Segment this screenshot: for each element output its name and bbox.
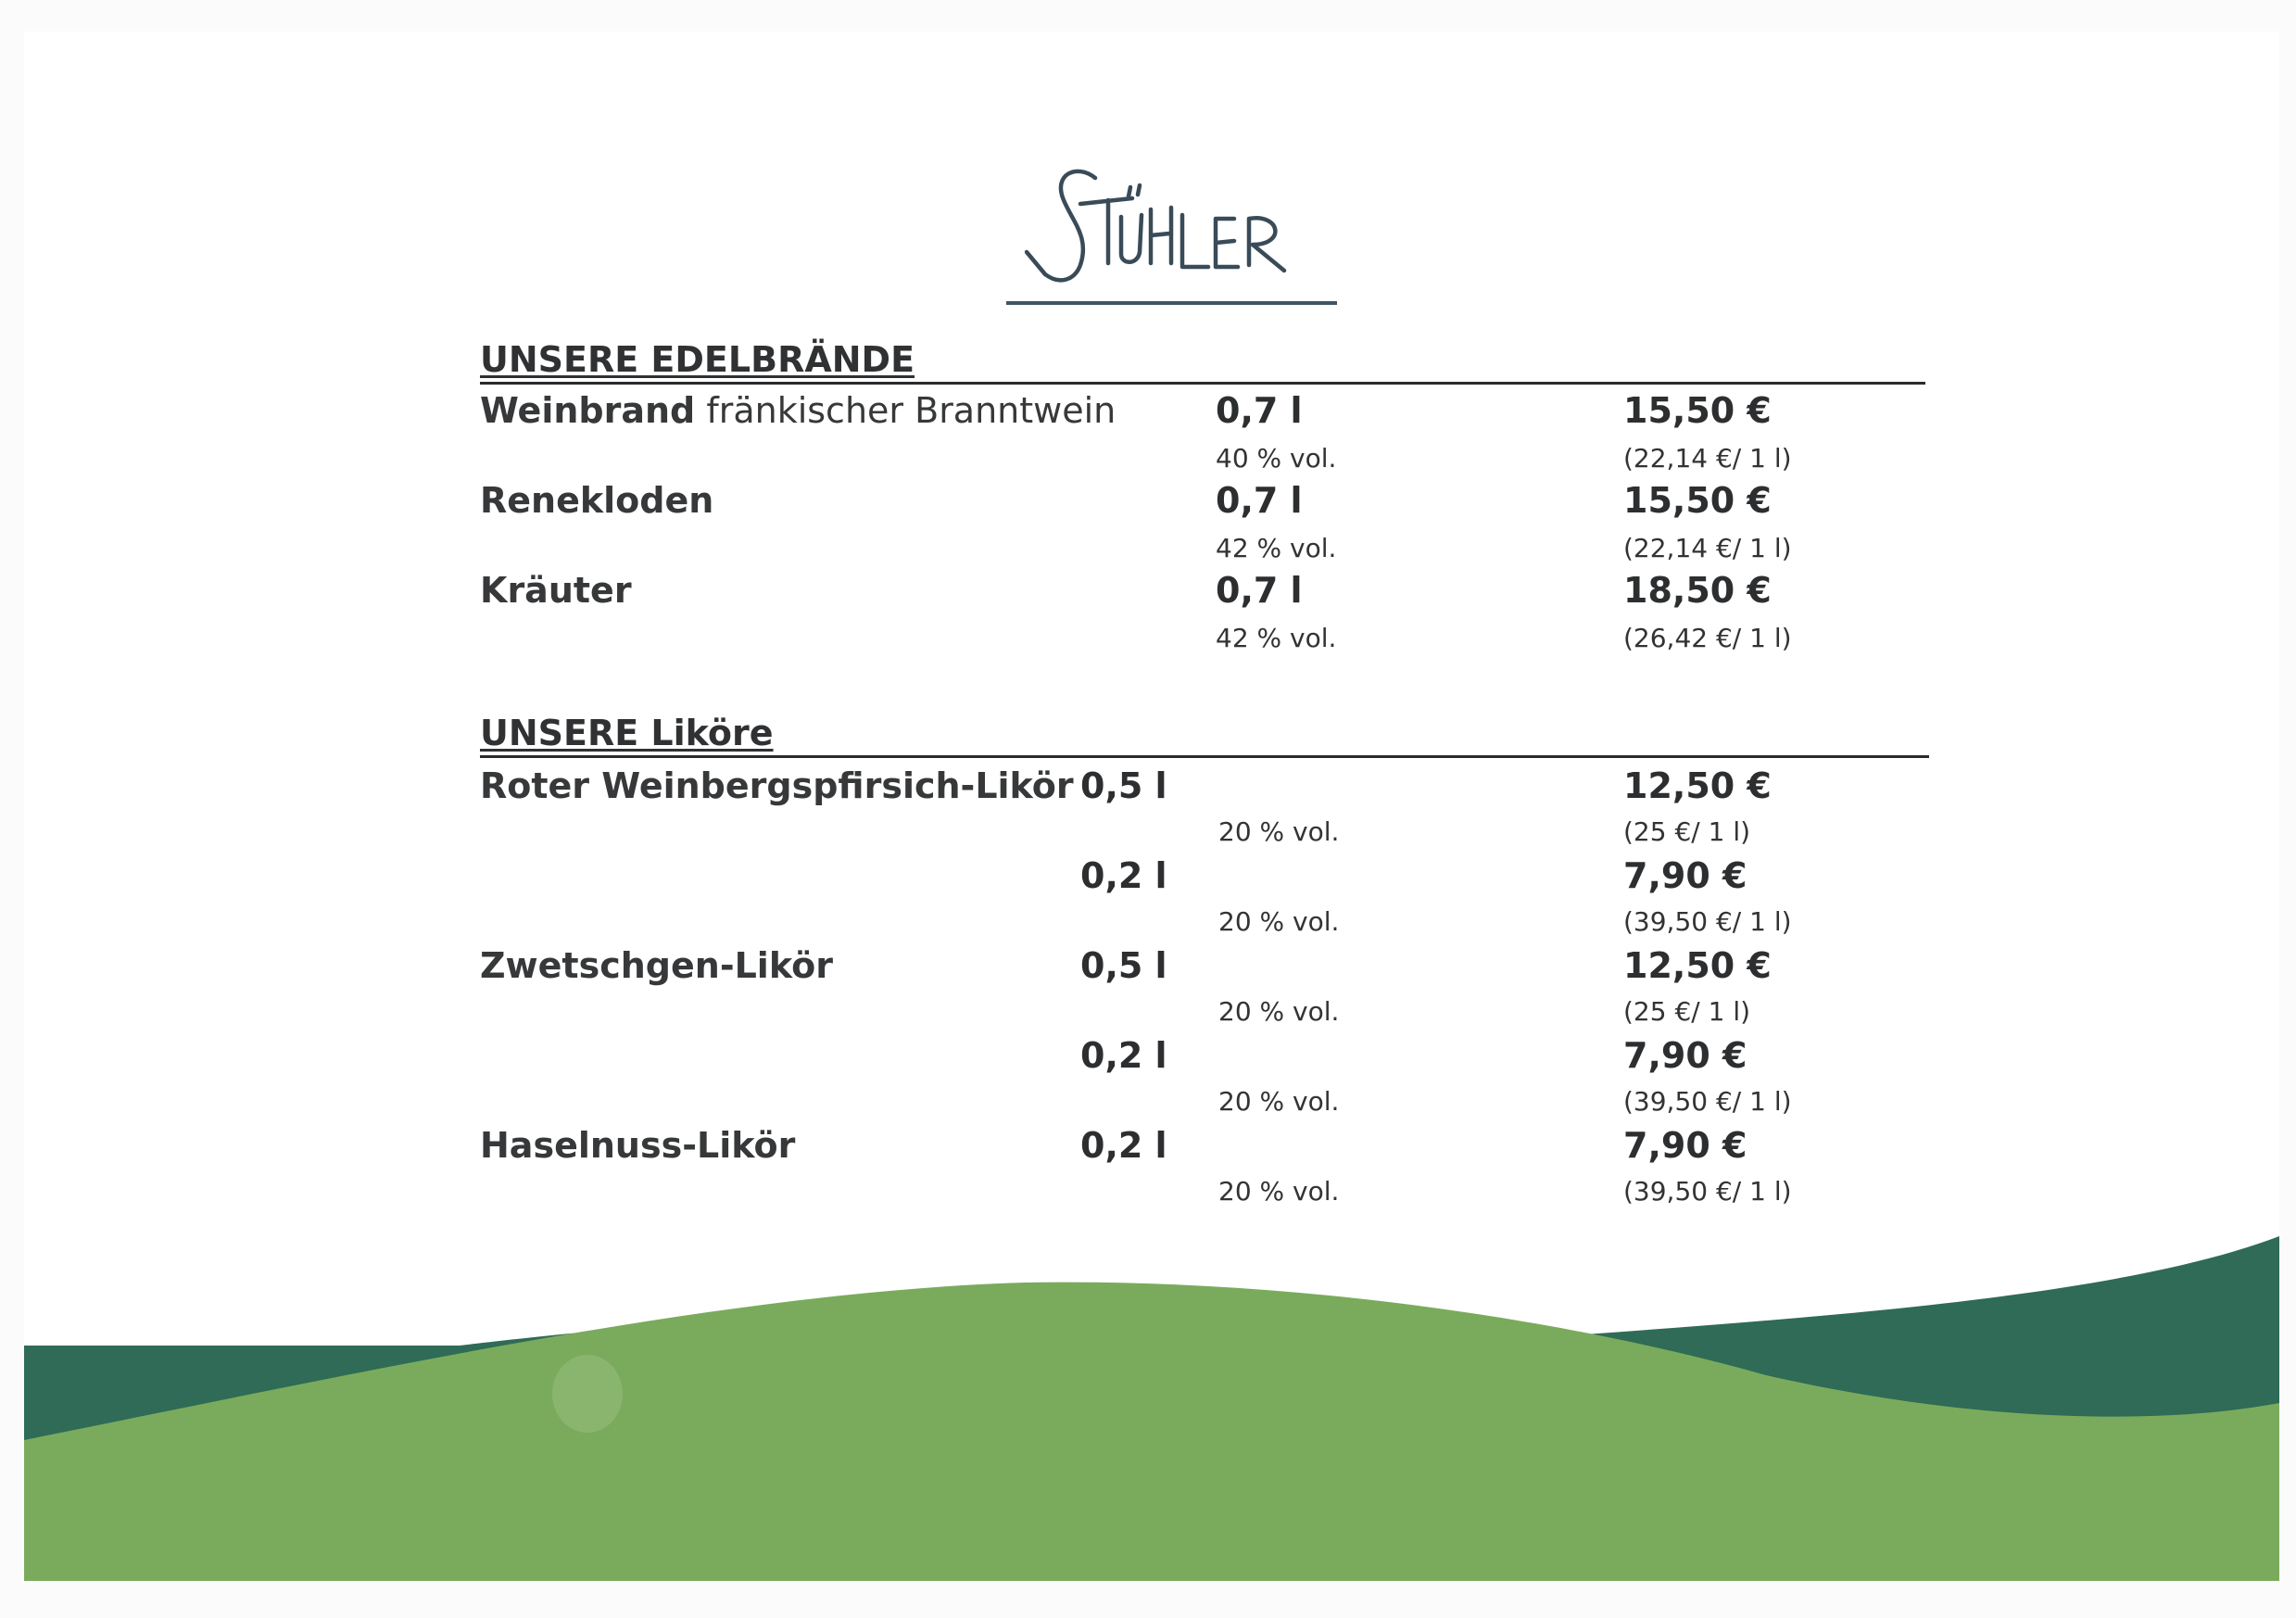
product-price: 15,50 € [1623, 480, 1772, 521]
product-name-bold: Weinbrand [480, 390, 696, 431]
section-divider [480, 382, 1925, 385]
product-name: Renekloden [480, 480, 714, 521]
logo-underline [1006, 301, 1337, 305]
product-unit-price: (39,50 €/ 1 l) [1623, 1176, 1792, 1207]
product-volume: 0,5 l [1080, 945, 1167, 986]
product-abv: 20 % vol. [1218, 816, 1340, 847]
product-abv: 20 % vol. [1218, 996, 1340, 1027]
product-name: Zwetschgen-Likör [480, 945, 833, 986]
section-title-likoere: UNSERE Liköre [480, 713, 774, 753]
product-name: Roter Weinbergspfirsich-Likör [480, 765, 1074, 806]
product-volume: 0,7 l [1216, 480, 1303, 521]
product-name-description: fränkischer Branntwein [695, 390, 1116, 431]
product-price: 7,90 € [1623, 1125, 1747, 1166]
product-price: 7,90 € [1623, 855, 1747, 896]
product-price: 18,50 € [1623, 570, 1772, 611]
product-abv: 42 % vol. [1216, 623, 1337, 653]
product-abv: 42 % vol. [1216, 533, 1337, 563]
product-name: Haselnuss-Likör [480, 1125, 796, 1166]
product-unit-price: (26,42 €/ 1 l) [1623, 623, 1792, 653]
product-abv: 20 % vol. [1218, 906, 1340, 937]
product-unit-price: (25 €/ 1 l) [1623, 816, 1751, 847]
product-name [480, 390, 1116, 431]
product-name: Kräuter [480, 570, 632, 611]
product-volume: 0,7 l [1216, 390, 1303, 431]
section-title-edelbraende: UNSERE EDELBRÄNDE [480, 339, 915, 380]
product-volume: 0,5 l [1080, 765, 1167, 806]
product-unit-price: (25 €/ 1 l) [1623, 996, 1751, 1027]
product-price: 12,50 € [1623, 945, 1772, 986]
stuehler-logo-icon [1025, 161, 1331, 291]
product-volume: 0,2 l [1080, 1035, 1167, 1076]
product-volume: 0,2 l [1080, 1125, 1167, 1166]
product-unit-price: (39,50 €/ 1 l) [1623, 1086, 1792, 1117]
product-abv: 20 % vol. [1218, 1176, 1340, 1207]
product-unit-price: (39,50 €/ 1 l) [1623, 906, 1792, 937]
product-volume: 0,2 l [1080, 855, 1167, 896]
product-abv: 40 % vol. [1216, 443, 1337, 474]
product-price: 12,50 € [1623, 765, 1772, 806]
product-volume: 0,7 l [1216, 570, 1303, 611]
product-unit-price: (22,14 €/ 1 l) [1623, 533, 1792, 563]
product-price: 7,90 € [1623, 1035, 1747, 1076]
product-price: 15,50 € [1623, 390, 1772, 431]
product-abv: 20 % vol. [1218, 1086, 1340, 1117]
product-unit-price: (22,14 €/ 1 l) [1623, 443, 1792, 474]
menu-page [24, 32, 2279, 1581]
section-divider [480, 755, 1929, 758]
